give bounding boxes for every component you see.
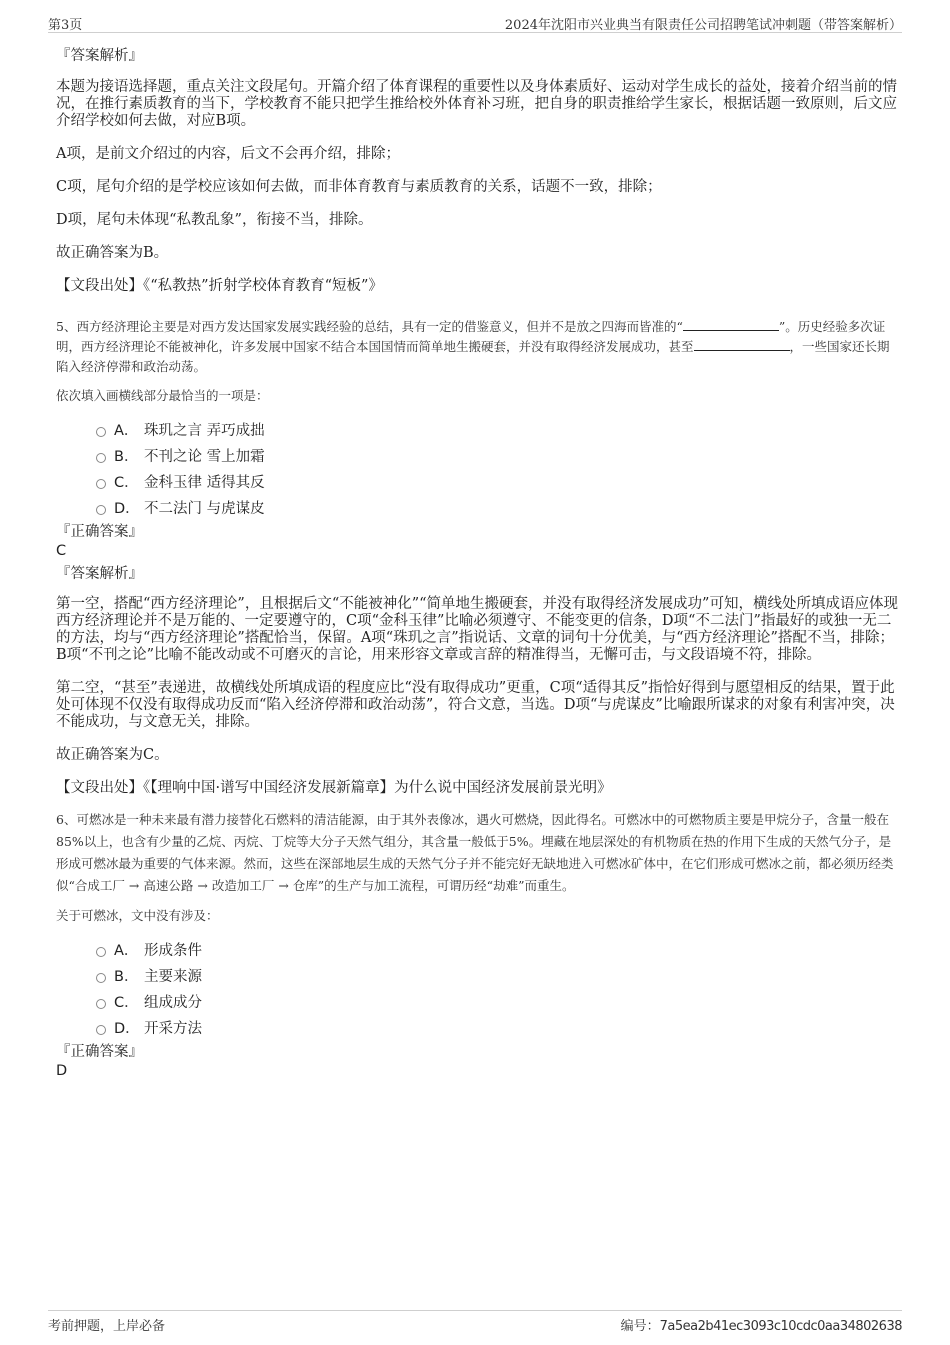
q4-analysis-label: 『答案解析』 <box>56 48 143 64</box>
page-footer <box>48 1310 902 1335</box>
code-value: 7a5ea2b41ec3093c10cdc0aa34802638 <box>659 1319 902 1334</box>
q5-stem-part1: 5、西方经济理论主要是对西方发达国家发展实践经验的总结，具有一定的借鉴意义，但并不是放之四海而皆准的“ <box>56 319 683 334</box>
option-text: 主要来源 <box>144 968 202 985</box>
arrow-right-icon: → <box>197 878 208 893</box>
radio-icon[interactable] <box>96 947 106 957</box>
q5-option-b[interactable] <box>56 442 898 468</box>
q6-option-b[interactable] <box>56 962 898 988</box>
option-letter: D． <box>114 1020 140 1037</box>
q6-step-2: 高速公路 <box>143 878 194 893</box>
q6-prompt: 关于可燃冰，文中没有涉及： <box>56 908 219 923</box>
q6-stem-part2: 仓库”的生产与加工流程，可谓历经“劫难”而重生。 <box>292 878 575 893</box>
option-text: 金科玉律 适得其反 <box>144 474 265 491</box>
radio-icon[interactable] <box>96 973 106 983</box>
option-letter: A． <box>114 942 139 959</box>
option-text: 不刊之论 雪上加霜 <box>144 448 265 465</box>
q6-stem-part1: 6、可燃冰是一种未来最有潜力接替化石燃料的清洁能源，由于其外表像冰，遇火可燃烧，因此得名。可燃冰中的可燃物质主要是甲烷分子，含量一般在85%以上，也含有少量的乙烷、丙烷、丁烷等大分子天然气组分，其含量一般低于5%。埋藏在地层深处的有机物质在热的作用下生成的天然气分子，是形成可燃冰最为重要的气体来源。然而，这些在深部地层生成的天然气分子并不能完好无缺地进入可燃冰矿体中，在它们形成可燃冰之前，都必须历经类似“合成工厂 <box>56 812 894 893</box>
option-letter: C． <box>114 994 139 1011</box>
q5-analysis-label: 『答案解析』 <box>56 566 143 582</box>
q5-options <box>56 416 898 520</box>
q6-correct-label: 『正确答案』 <box>56 1044 143 1060</box>
q4-analysis-p3: C项，尾句介绍的是学校应该如何去做，而非体育教育与素质教育的关系，话题不一致，排除； <box>56 179 662 195</box>
arrow-right-icon: → <box>128 878 140 893</box>
q4-analysis-p1: 本题为接语选择题，重点关注文段尾句。开篇介绍了体育课程的重要性以及身体素质好、运动对学生成长的益处，接着介绍当前的情况，在推行素质教育的当下，学校教育不能只把学生推给校外体育补习班，把自身的职责推给学生家长，根据话题一致原则，后文应介绍学校如何去做，对应B项。 <box>56 79 897 129</box>
option-letter: C． <box>114 474 139 491</box>
option-text: 形成条件 <box>144 942 202 959</box>
option-text: 组成成分 <box>144 994 202 1011</box>
q5-option-c[interactable] <box>56 468 898 494</box>
q5-blank-2 <box>694 339 790 351</box>
q6-correct-answer: D <box>56 1063 68 1079</box>
document-code <box>621 1315 902 1334</box>
q5-stem-part3: ，一些国家还长期陷入经济停滞和政治动荡。 <box>56 339 890 374</box>
page-header <box>48 12 902 33</box>
q6-option-d[interactable] <box>56 1014 898 1040</box>
q5-analysis-p1: 第一空，搭配“西方经济理论”，且根据后文“不能被神化”“简单地生搬硬套，并没有取得经济发展成功”可知，横线处所填成语应体现西方经济理论并不是万能的、一定要遵守的，C项“金科玉律”比喻必须遵守、不能变更的信条，D项“不二法门”指最好的或独一无二的方法，均与“西方经济理论”搭配恰当，保留。A项“珠玑之言”指说话、文章的词句十分优美，与“西方经济理论”搭配不当，排除；B项“不刊之论”比喻不能改动或不可磨灭的言论，用来形容文章或言辞的精准得当，无懈可击，与文段语境不符，排除。 <box>56 596 898 663</box>
q6-option-a[interactable] <box>56 936 898 962</box>
q5-blank-1 <box>683 319 779 331</box>
option-letter: B． <box>114 968 139 985</box>
radio-icon[interactable] <box>96 479 106 489</box>
document-body <box>56 46 898 1080</box>
q6-option-c[interactable] <box>56 988 898 1014</box>
option-text: 开采方法 <box>144 1020 202 1037</box>
page-number: 第3页 <box>48 18 83 33</box>
q4-source: 【文段出处】《“私教热”折射学校体育教育“短板”》 <box>56 278 383 294</box>
q5-analysis-p3: 故正确答案为C。 <box>56 747 169 763</box>
q5-correct-label: 『正确答案』 <box>56 524 143 540</box>
option-text: 珠玑之言 弄巧成拙 <box>144 422 265 439</box>
q5-option-d[interactable] <box>56 494 898 520</box>
radio-icon[interactable] <box>96 427 106 437</box>
q4-analysis-p4: D项，尾句未体现“私教乱象”，衔接不当，排除。 <box>56 212 373 228</box>
q5-prompt: 依次填入画横线部分最恰当的一项是： <box>56 388 269 403</box>
footer-slogan: 考前押题，上岸必备 <box>48 1319 166 1334</box>
radio-icon[interactable] <box>96 1025 106 1035</box>
q6-options <box>56 936 898 1040</box>
q5-correct-answer: C <box>56 543 67 559</box>
q5-option-a[interactable] <box>56 416 898 442</box>
option-letter: A． <box>114 422 139 439</box>
q6-stem <box>56 809 898 897</box>
radio-icon[interactable] <box>96 999 106 1009</box>
q5-stem-part2: ”。历史经验多次证明，西方经济理论不能被神化，许多发展中国家不结合本国国情而简单地生搬硬套，并没有取得经济发展成功，甚至 <box>56 319 886 354</box>
q6-step-3: 改造加工厂 <box>211 878 275 893</box>
q4-analysis-p5: 故正确答案为B。 <box>56 245 169 261</box>
radio-icon[interactable] <box>96 453 106 463</box>
q5-analysis-p2: 第二空，“甚至”表递进，故横线处所填成语的程度应比“没有取得成功”更重，C项“适得其反”指恰好得到与愿望相反的结果，置于此处可体现不仅没有取得成功反而“陷入经济停滞和政治动荡”，符合文意，当选。D项“与虎谋皮”比喻跟所谋求的对象有利害冲突，决不能成功，与文意无关，排除。 <box>56 680 895 730</box>
arrow-right-icon: → <box>278 878 289 893</box>
q4-analysis-p2: A项，是前文介绍过的内容，后文不会再介绍，排除； <box>56 146 400 162</box>
radio-icon[interactable] <box>96 505 106 515</box>
option-letter: B． <box>114 448 139 465</box>
code-label: 编号： <box>620 1319 660 1334</box>
q5-stem <box>56 317 898 377</box>
option-text: 不二法门 与虎谋皮 <box>144 500 265 517</box>
document-title: 2024年沈阳市兴业典当有限责任公司招聘笔试冲刺题（带答案解析） <box>504 18 902 33</box>
option-letter: D． <box>114 500 140 517</box>
q5-source: 【文段出处】《【理响中国·谱写中国经济发展新篇章】为什么说中国经济发展前景光明》 <box>56 780 612 796</box>
